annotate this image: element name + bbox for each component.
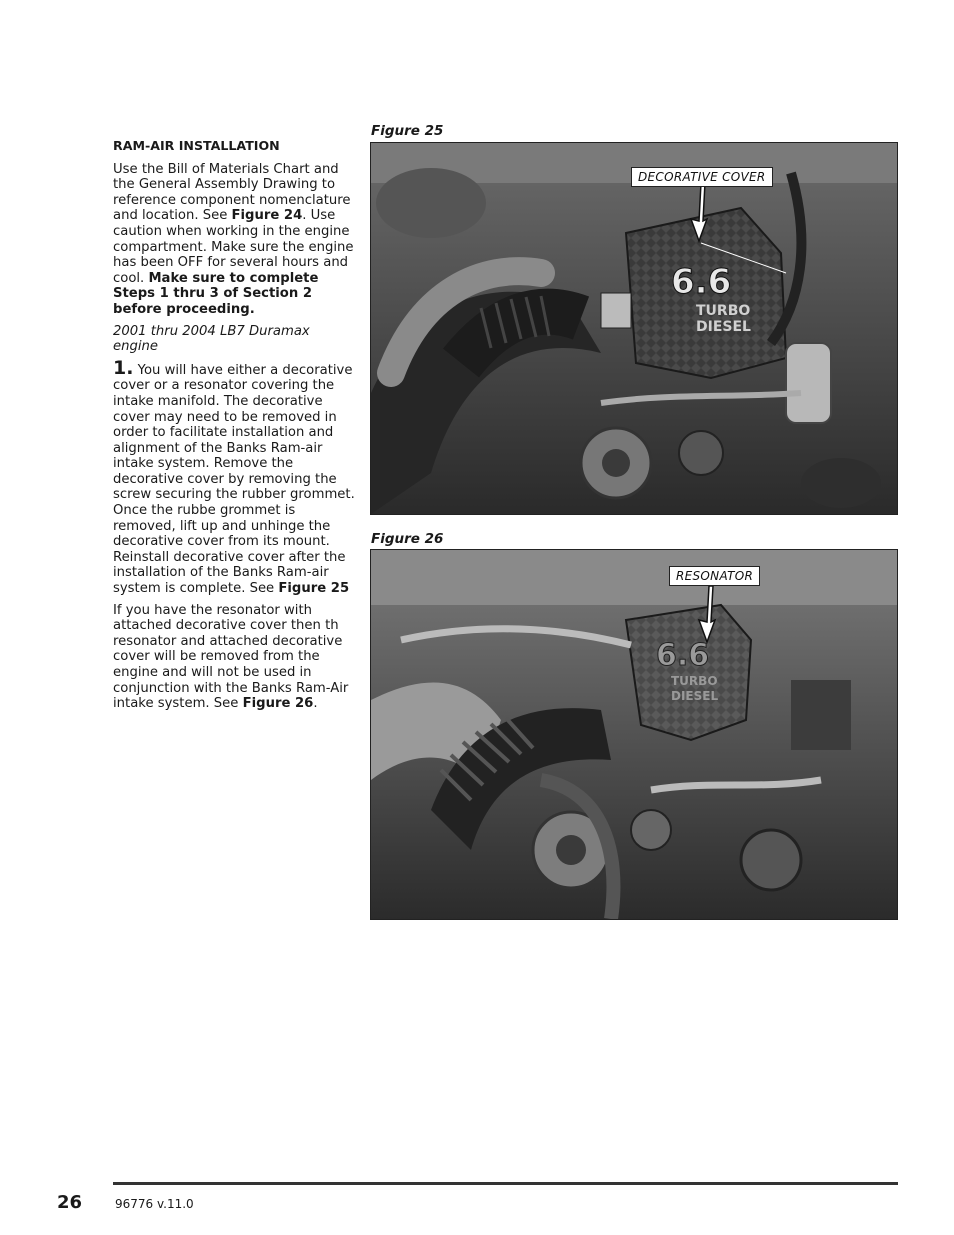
engine-bay-image xyxy=(371,143,897,514)
cover-logo-big: 6.6 xyxy=(656,638,710,673)
intro-warning: Make sure to complete Steps 1 thru 3 of Section 2 before proceeding. xyxy=(113,270,319,317)
intro-text-b: . Use caution when working in the engine compartment. Make sure the engine has been OFF for several hours and cool. xyxy=(113,208,354,286)
callout-arrow xyxy=(695,586,719,644)
step-text: You will have either a decorative cover or a resonator covering the intake manifold. The decorative cover may need to be removed in order to facilitate installation and alignment of the Banks Ram-air intake system. Remove the decorative cover by removing the screw securing the rubber grommet. Once the rubbe grommet is removed, lift up and unhinge the decorative cover from its mount. Reinstall decorative cover after the installation of the Banks Ram-air system is complete. See xyxy=(113,362,355,597)
instruction-column xyxy=(113,138,358,718)
section-heading: RAM-AIR INSTALLATION xyxy=(113,138,280,153)
intro-text-a: Use the Bill of Materials Chart and the General Assembly Drawing to reference component nomenclature and location. See xyxy=(113,161,351,224)
figure26-ref: Figure 26 xyxy=(242,696,314,712)
callout-arrow xyxy=(687,183,711,243)
engine-note: 2001 thru 2004 LB7 Duramax engine xyxy=(113,323,310,355)
cover-logo-diesel: DIESEL xyxy=(696,319,751,335)
cover-logo-turbo: TURBO xyxy=(671,674,718,688)
document-version: 96776 v.11.0 xyxy=(115,1197,194,1211)
figure25-caption: Figure 25 xyxy=(371,123,444,139)
engine-bay-image xyxy=(371,550,897,919)
resonator-text-a: If you have the resonator with attached decorative cover then th resonator and attached decorative cover will be removed from the engine and will not be used in conjunction with the Banks Ram-Air intake system. See xyxy=(113,602,349,712)
resonator-paragraph xyxy=(113,603,358,712)
footer-rule xyxy=(113,1182,898,1185)
cover-logo-diesel: DIESEL xyxy=(671,689,719,703)
figure26-caption: Figure 26 xyxy=(371,531,444,547)
decorative-cover-callout: DECORATIVE COVER xyxy=(631,167,773,187)
cover-logo-turbo: TURBO xyxy=(696,303,751,319)
page-number: 26 xyxy=(57,1192,83,1213)
figure25-ref: Figure 25 xyxy=(278,581,350,597)
step-1-paragraph xyxy=(113,356,358,597)
resonator-text-b: . xyxy=(313,696,318,712)
figure26-photo xyxy=(370,549,898,920)
cover-logo-big: 6.6 xyxy=(671,262,732,302)
figure25-photo xyxy=(370,142,898,515)
step-number: 1. xyxy=(113,356,134,379)
resonator-callout: RESONATOR xyxy=(669,566,760,586)
intro-paragraph xyxy=(113,162,358,318)
figure24-ref: Figure 24 xyxy=(231,208,303,224)
